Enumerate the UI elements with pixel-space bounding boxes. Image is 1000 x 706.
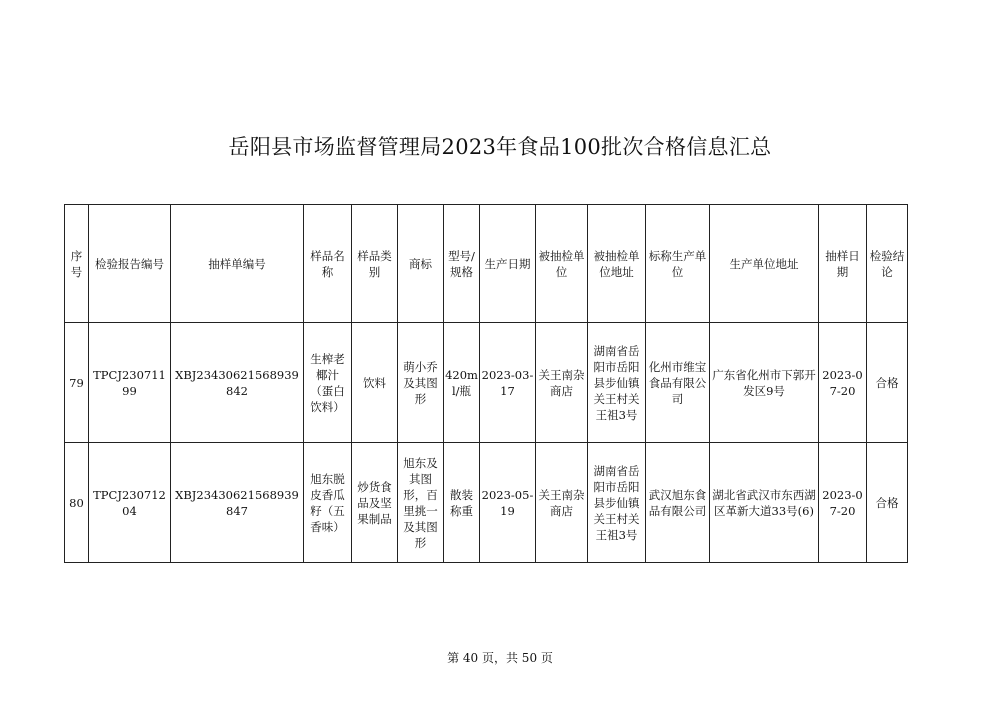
table-cell: 散装称重 xyxy=(444,443,480,563)
table-cell: TPCJ23071204 xyxy=(89,443,171,563)
table-cell: 2023-07-20 xyxy=(819,323,867,443)
table-cell: 关王南杂商店 xyxy=(536,443,588,563)
header-cell: 生产单位地址 xyxy=(710,205,819,323)
table-row xyxy=(65,443,908,563)
table-cell: 化州市维宝食品有限公司 xyxy=(646,323,710,443)
table-cell: 420ml/瓶 xyxy=(444,323,480,443)
results-table xyxy=(64,204,908,563)
table-cell: 湖北省武汉市东西湖区革新大道33号(6) xyxy=(710,443,819,563)
table-cell: 2023-03-17 xyxy=(480,323,536,443)
table-cell: 80 xyxy=(65,443,89,563)
header-cell: 抽样日期 xyxy=(819,205,867,323)
header-cell: 抽样单编号 xyxy=(171,205,304,323)
page-footer: 第 40 页，共 50 页 xyxy=(447,651,553,665)
table-cell: 79 xyxy=(65,323,89,443)
table-cell: 湖南省岳阳市岳阳县步仙镇关王村关王祖3号 xyxy=(588,443,646,563)
header-cell: 检验报告编号 xyxy=(89,205,171,323)
table-cell: 2023-05-19 xyxy=(480,443,536,563)
table-header-row xyxy=(65,205,908,323)
table-cell: 炒货食品及坚果制品 xyxy=(352,443,398,563)
table-row xyxy=(65,323,908,443)
table-cell: 生榨老椰汁（蛋白饮料） xyxy=(304,323,352,443)
header-cell: 生产日期 xyxy=(480,205,536,323)
header-cell: 标称生产单位 xyxy=(646,205,710,323)
table-cell: 饮料 xyxy=(352,323,398,443)
header-cell: 被抽检单位 xyxy=(536,205,588,323)
table-cell: 湖南省岳阳市岳阳县步仙镇关王村关王祖3号 xyxy=(588,323,646,443)
table-cell: XBJ23430621568939847 xyxy=(171,443,304,563)
header-cell: 检验结论 xyxy=(867,205,908,323)
header-cell: 样品名称 xyxy=(304,205,352,323)
table-cell: XBJ23430621568939842 xyxy=(171,323,304,443)
header-cell: 序号 xyxy=(65,205,89,323)
table-cell: 2023-07-20 xyxy=(819,443,867,563)
table-cell: TPCJ23071199 xyxy=(89,323,171,443)
table-cell: 萌小乔及其图形 xyxy=(398,323,444,443)
page-title: 岳阳县市场监督管理局2023年食品100批次合格信息汇总 xyxy=(228,135,772,159)
table-cell: 合格 xyxy=(867,443,908,563)
table-cell: 武汉旭东食品有限公司 xyxy=(646,443,710,563)
header-cell: 型号/规格 xyxy=(444,205,480,323)
header-cell: 商标 xyxy=(398,205,444,323)
table-cell: 广东省化州市下郭开发区9号 xyxy=(710,323,819,443)
header-cell: 被抽检单位地址 xyxy=(588,205,646,323)
table-cell: 旭东及其图形，百里挑一及其图形 xyxy=(398,443,444,563)
table-cell: 旭东脱皮香瓜籽（五香味） xyxy=(304,443,352,563)
table-cell: 关王南杂商店 xyxy=(536,323,588,443)
header-cell: 样品类别 xyxy=(352,205,398,323)
table-cell: 合格 xyxy=(867,323,908,443)
